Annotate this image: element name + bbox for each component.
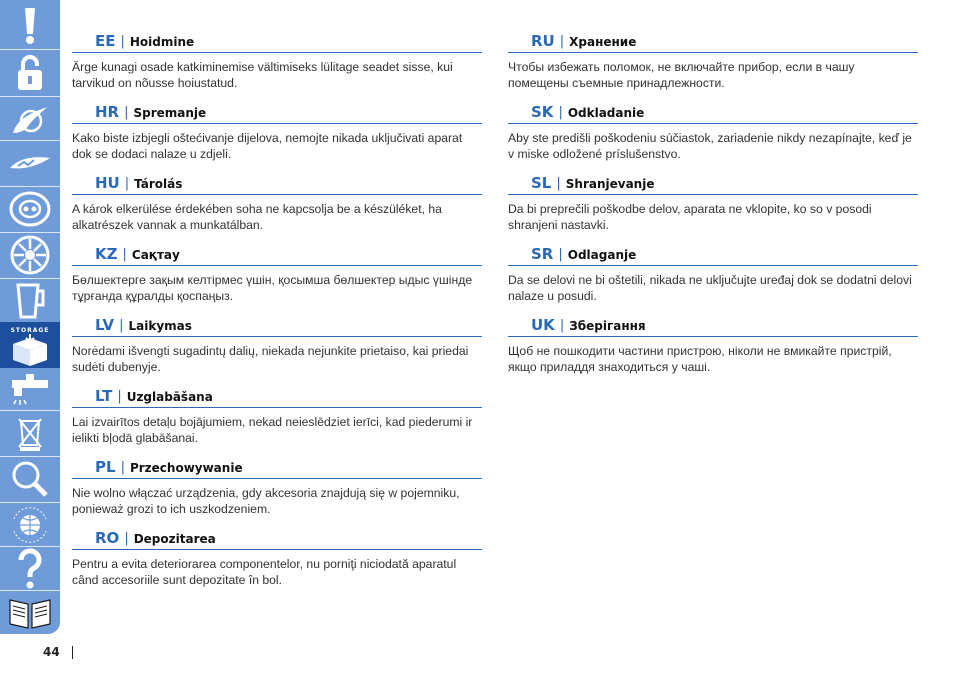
language-code: SR <box>531 245 554 263</box>
section-text: Norėdami išvengti sugadintų dalių, niekada nejunkite prietaiso, kai priedai sudėti dubenyje. <box>72 344 469 374</box>
section-sl <box>508 172 918 243</box>
tab-safety-lock[interactable] <box>0 50 60 94</box>
section-text: Lai izvairītos detaļu bojājumiem, nekad neieslēdziet ierīci, kad piederumi ir ielikti bļodā glabāšanai. <box>72 415 473 445</box>
language-code: HU <box>95 174 120 192</box>
section-header: KZ | Сақтау <box>72 243 482 266</box>
page-number: 44 <box>43 645 60 659</box>
section-text: Kako biste izbjegli oštećivanje dijelova, nemojte nikada uključivati aparat dok se dodaci nalaze u zdjeli. <box>72 131 463 161</box>
section-header: SR | Odlaganje <box>508 243 918 266</box>
tab-recipes[interactable] <box>0 591 60 635</box>
section-header: LT | Uzglabāšana <box>72 385 482 408</box>
section-text: Ärge kunagi osade katkiminemise vältimiseks lülitage seadet sisse, kui tarvikud on nõusse hoiustatud. <box>72 60 453 90</box>
language-code: LT <box>95 387 113 405</box>
section-hr <box>72 101 482 172</box>
emulsifying-disc-icon <box>8 189 52 229</box>
warning-exclamation-icon <box>19 6 41 46</box>
tab-troubleshooting[interactable] <box>0 457 60 501</box>
language-code: HR <box>95 103 120 121</box>
section-title: Odlaganje <box>567 248 637 262</box>
section-title: Сақтау <box>131 248 180 262</box>
section-ro <box>72 527 482 598</box>
storage-box-icon <box>5 322 55 368</box>
tab-guarantee[interactable] <box>0 503 60 547</box>
language-code: SK <box>531 103 554 121</box>
section-header: SL | Shranjevanje <box>508 172 918 195</box>
magnifier-icon <box>10 459 50 499</box>
lock-icon <box>15 52 45 92</box>
section-header: PL | Przechowywanie <box>72 456 482 479</box>
section-title: Shranjevanje <box>565 177 655 191</box>
language-code: RO <box>95 529 120 547</box>
section-header: EE | Hoidmine <box>72 30 482 53</box>
section-header: HR | Spremanje <box>72 101 482 124</box>
section-text: Aby ste predišli poškodeniu súčiastok, zariadenie nikdy nezapínajte, keď je v miske odložené príslušenstvo. <box>508 131 912 161</box>
section-ee <box>72 30 482 101</box>
section-title: Зберігання <box>569 319 646 333</box>
tab-emulsifying-disc[interactable] <box>0 187 60 231</box>
section-text: Pentru a evita deteriorarea componentelor, nu porniţi niciodată aparatul când accesoriile sunt depozitate în bol. <box>72 557 457 587</box>
tap-cleaning-icon <box>6 370 54 410</box>
section-title: Tárolás <box>134 177 183 191</box>
section-text: Щоб не пошкодити частини пристрою, ніколи не вмикайте пристрій, якщо приладдя знаходиться у чаші. <box>508 344 892 374</box>
section-title: Przechowywanie <box>129 461 243 475</box>
section-kz <box>72 243 482 314</box>
section-text: A károk elkerülése érdekében soha ne kapcsolja be a készüléket, ha alkatrészek vannak a munkatálban. <box>72 202 442 232</box>
section-header: SK | Odkladanie <box>508 101 918 124</box>
language-code: LV <box>95 316 115 334</box>
recipe-book-icon <box>7 594 53 632</box>
citrus-press-icon <box>8 234 52 276</box>
question-mark-icon <box>16 548 44 590</box>
section-title: Laikymas <box>128 319 192 333</box>
language-code: SL <box>531 174 552 192</box>
language-code: EE <box>95 32 116 50</box>
tab-faq[interactable] <box>0 547 60 591</box>
svg-text:STORAGE: STORAGE <box>10 327 50 334</box>
section-text: Чтобы избежать поломок, не включайте прибор, если в чашу помещены съемные принадлежности. <box>508 60 855 90</box>
section-text: Nie wolno włączać urządzenia, gdy akcesoria znajdują się w pojemniku, ponieważ grozi to ich uszkodzeniem. <box>72 486 460 516</box>
tab-environment[interactable] <box>0 411 60 455</box>
blender-jar-icon <box>13 281 47 321</box>
tab-cleaning[interactable] <box>0 368 60 412</box>
disposal-bin-icon <box>15 413 45 453</box>
tab-disc[interactable] <box>0 141 60 185</box>
tab-citrus-press[interactable] <box>0 233 60 277</box>
section-title: Uzglabāšana <box>126 390 213 404</box>
tab-blender-jar[interactable] <box>0 279 60 323</box>
tab-storage[interactable] <box>0 322 60 368</box>
tab-blade[interactable] <box>0 97 60 141</box>
section-pl <box>72 456 482 527</box>
sidebar <box>0 0 60 634</box>
section-uk <box>508 314 918 385</box>
page-number-divider <box>72 646 73 659</box>
tab-warning[interactable] <box>0 4 60 48</box>
section-sk <box>508 101 918 172</box>
language-code: KZ <box>95 245 118 263</box>
left-column <box>72 30 482 598</box>
section-header: LV | Laikymas <box>72 314 482 337</box>
section-text: Da bi preprečili poškodbe delov, aparata ne vklopite, ko so v posodi shranjeni nastavki. <box>508 202 872 232</box>
section-header: RU | Хранение <box>508 30 918 53</box>
section-lt <box>72 385 482 456</box>
section-header: UK | Зберігання <box>508 314 918 337</box>
section-title: Хранение <box>569 35 637 49</box>
section-header: RO | Depozitarea <box>72 527 482 550</box>
world-wide-guarantee-icon <box>6 503 54 547</box>
section-title: Hoidmine <box>129 35 195 49</box>
section-text: Da se delovi ne bi oštetili, nikada ne uključujte uređaj dok se dodatni delovi nalaze u posudi. <box>508 273 912 303</box>
section-text: Бөлшектерге зақым келтірмес үшін, қосымша бөлшектер ыдыс үшінде тұрғанда құралды қоспаңыз. <box>72 273 473 303</box>
section-title: Odkladanie <box>567 106 645 120</box>
section-lv <box>72 314 482 385</box>
section-ru <box>508 30 918 101</box>
section-title: Spremanje <box>133 106 207 120</box>
language-code: RU <box>531 32 555 50</box>
section-sr <box>508 243 918 314</box>
language-code: PL <box>95 458 116 476</box>
section-header: HU | Tárolás <box>72 172 482 195</box>
disc-icon <box>6 146 54 180</box>
right-column <box>508 30 918 385</box>
section-hu <box>72 172 482 243</box>
section-title: Depozitarea <box>133 532 216 546</box>
blade-icon <box>7 99 53 139</box>
language-code: UK <box>531 316 555 334</box>
